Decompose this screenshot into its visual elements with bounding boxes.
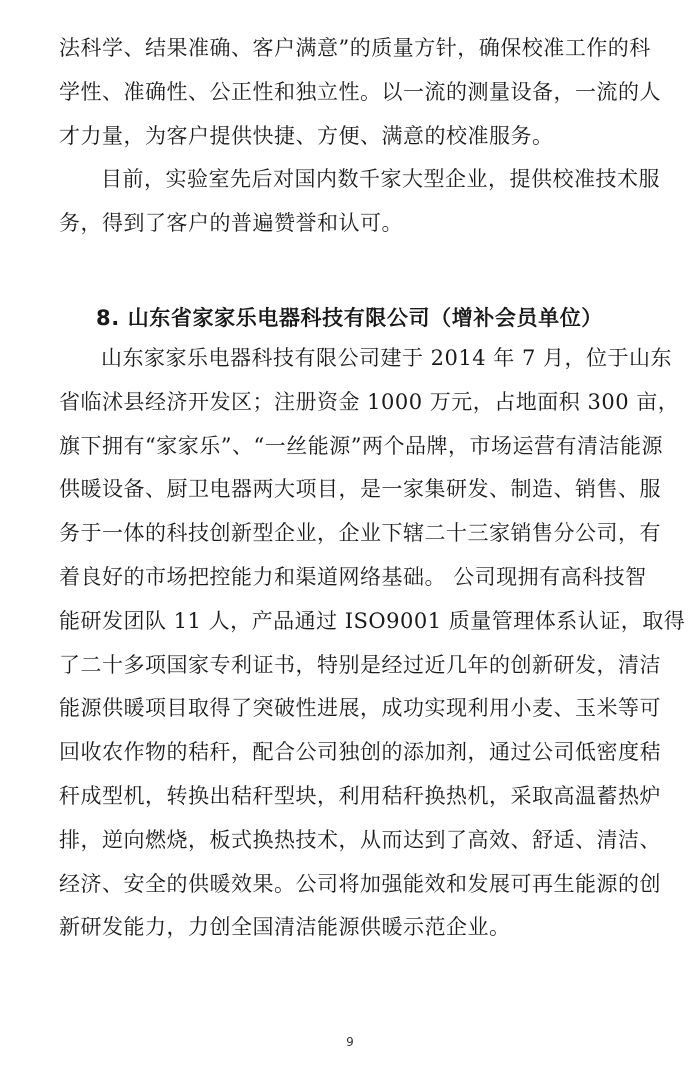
text-line: 旗下拥有“家家乐”、“一丝能源”两个品牌，市场运营有清洁能源 xyxy=(59,433,663,458)
text-line: 能研发团队 11 人，产品通过 ISO9001 质量管理体系认证，取得 xyxy=(59,608,686,633)
page-number: 9 xyxy=(346,1035,354,1049)
text-line: 供暖设备、厨卫电器两大项目，是一家集研发、制造、销售、服 xyxy=(59,477,661,502)
text-line: 了二十多项国家专利证书，特别是经过近几年的创新研发，清洁 xyxy=(59,652,661,677)
text-line: 省临沭县经济开发区；注册资金 1000 万元，占地面积 300 亩， xyxy=(59,389,680,414)
company-description xyxy=(59,337,686,950)
text-line: 法科学、结果准确、客户满意”的质量方针，确保校准工作的科 xyxy=(59,36,651,60)
text-line: 务，得到了客户的普遍赞誉和认可。 xyxy=(59,211,403,236)
section-heading: 8. 山东省家家乐电器科技有限公司（增补会员单位） xyxy=(96,306,603,330)
text-line: 回收农作物的秸秆，配合公司独创的添加剂，通过公司低密度秸 xyxy=(59,740,661,765)
text-line: 秆成型机，转换出秸秆型块，利用秸秆换热机，采取高温蓄热炉 xyxy=(59,783,661,808)
text-line: 学性、准确性、公正性和独立性。以一流的测量设备，一流的人 xyxy=(59,79,661,104)
text-line: 新研发能力，力创全国清洁能源供暖示范企业。 xyxy=(59,915,511,940)
text-line: 能源供暖项目取得了突破性进展，成功实现利用小麦、玉米等可 xyxy=(59,696,661,721)
text-line: 着良好的市场把控能力和渠道网络基础。 公司现拥有高科技智 xyxy=(59,564,647,589)
text-line: 山东家家乐电器科技有限公司建于 2014 年 7 月，位于山东 xyxy=(101,346,673,370)
text-line: 务于一体的科技创新型企业，企业下辖二十三家销售分公司，有 xyxy=(59,521,661,546)
text-line: 排，逆向燃烧，板式换热技术，从而达到了高效、舒适、清洁、 xyxy=(59,827,661,852)
text-line: 经济、安全的供暖效果。公司将加强能效和发展可再生能源的创 xyxy=(59,871,661,896)
intro-text-block xyxy=(59,27,661,246)
text-line: 目前，实验室先后对国内数千家大型企业，提供校准技术服 xyxy=(101,167,660,192)
text-line: 才力量，为客户提供快捷、方便、满意的校准服务。 xyxy=(59,123,554,148)
